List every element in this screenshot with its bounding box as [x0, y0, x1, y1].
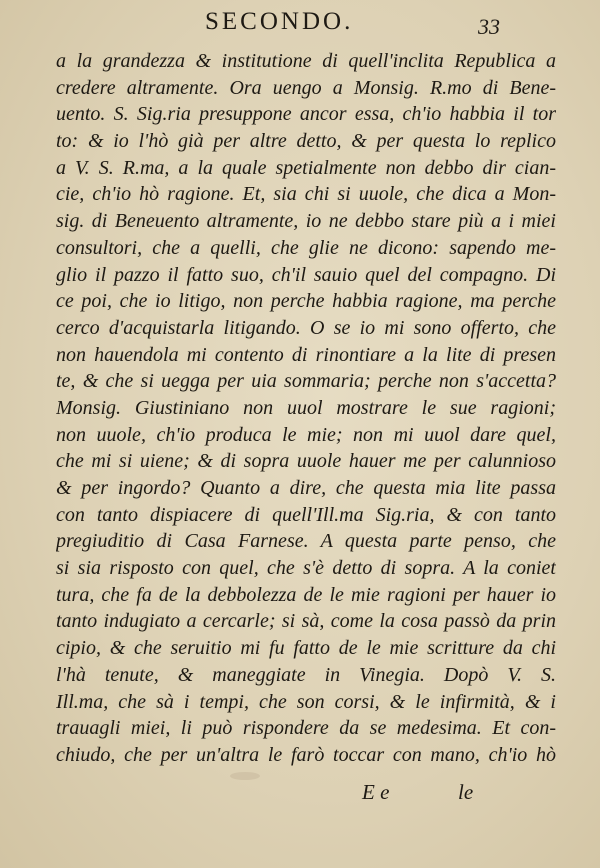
text-line: ce poi, che io litigo, non perche habbia ragione, ma perche — [56, 290, 556, 313]
text-line: credere altramente. Ora uengo a Monsig. R.mo di Bene- — [56, 76, 556, 99]
text-line: cerco d'acquistarla litigando. O se io mi sono offerto, che — [56, 316, 556, 339]
paper-stain — [230, 772, 260, 780]
text-line: uento. S. Sig.ria presuppone ancor essa, ch'io habbia il tor — [56, 103, 556, 126]
page-header — [0, 6, 600, 42]
text-line: cie, ch'io hò ragione. Et, sia chi si uuole, che dica a Mon- — [56, 183, 556, 206]
text-line: sig. di Beneuento altramente, io ne debbo stare più a i miei — [56, 210, 556, 233]
text-line: a V. S. R.ma, a la quale spetialmente non debbo dir cian- — [56, 156, 556, 179]
text-line: a la grandezza & institutione di quell'inclita Republica a — [56, 50, 556, 72]
page-number: 33 — [478, 14, 500, 39]
text-line: cipio, & che seruitio mi fu fatto de le mie scritture da chi — [56, 637, 556, 660]
text-line: Ill.ma, che sà i tempi, che son corsi, & le infirmità, & i — [56, 690, 556, 713]
catchword: le — [458, 780, 474, 804]
signature-mark: E e — [362, 780, 390, 804]
text-line: glio il pazzo il fatto suo, ch'il sauio quel del compagno. Di — [56, 263, 556, 286]
text-line: & per ingordo? Quanto a dire, che questa mia lite passa — [56, 477, 556, 499]
catchwords — [0, 780, 600, 810]
text-line: trauagli miei, li può rispondere da se medesima. Et con- — [56, 717, 556, 740]
text-line: con tanto dispiacere di quell'Ill.ma Sig.ria, & con tanto — [56, 503, 556, 526]
text-line: non hauendola mi contento di rinontiare a la lite di presen — [56, 343, 556, 366]
text-line: to: & io l'hò già per altre detto, & per questa lo replico — [56, 130, 556, 153]
text-line: tura, che fa de la debbolezza de le mie ragioni per hauer io — [56, 583, 556, 606]
text-line: Monsig. Giustiniano non uuol mostrare le sue ragioni; — [56, 396, 556, 419]
text-line: chiudo, che per un'altra le farò toccar con mano, ch'io hò — [56, 743, 556, 766]
text-line: non uuole, ch'io produca le mie; non mi uuol dare quel, — [56, 423, 556, 446]
text-line: che mi si uiene; & di sopra uuole hauer me per calunnioso — [56, 450, 556, 473]
text-line: pregiuditio di Casa Farnese. A questa parte penso, che — [56, 530, 556, 553]
body-text — [56, 48, 556, 769]
text-line: tanto indugiato a cercarle; si sà, come la cosa passò da prin — [56, 610, 556, 633]
running-head: SECONDO. — [205, 8, 354, 35]
text-line: si sia risposto con quel, che s'è detto di sopra. A la coniet — [56, 557, 556, 580]
text-line: l'hà tenute, & maneggiate in Vinegia. Dopò V. S. — [56, 663, 556, 686]
text-line: te, & che si uegga per uia sommaria; perche non s'accetta? — [56, 370, 556, 393]
text-line: consultori, che a quelli, che glie ne dicono: sapendo me- — [56, 236, 556, 259]
